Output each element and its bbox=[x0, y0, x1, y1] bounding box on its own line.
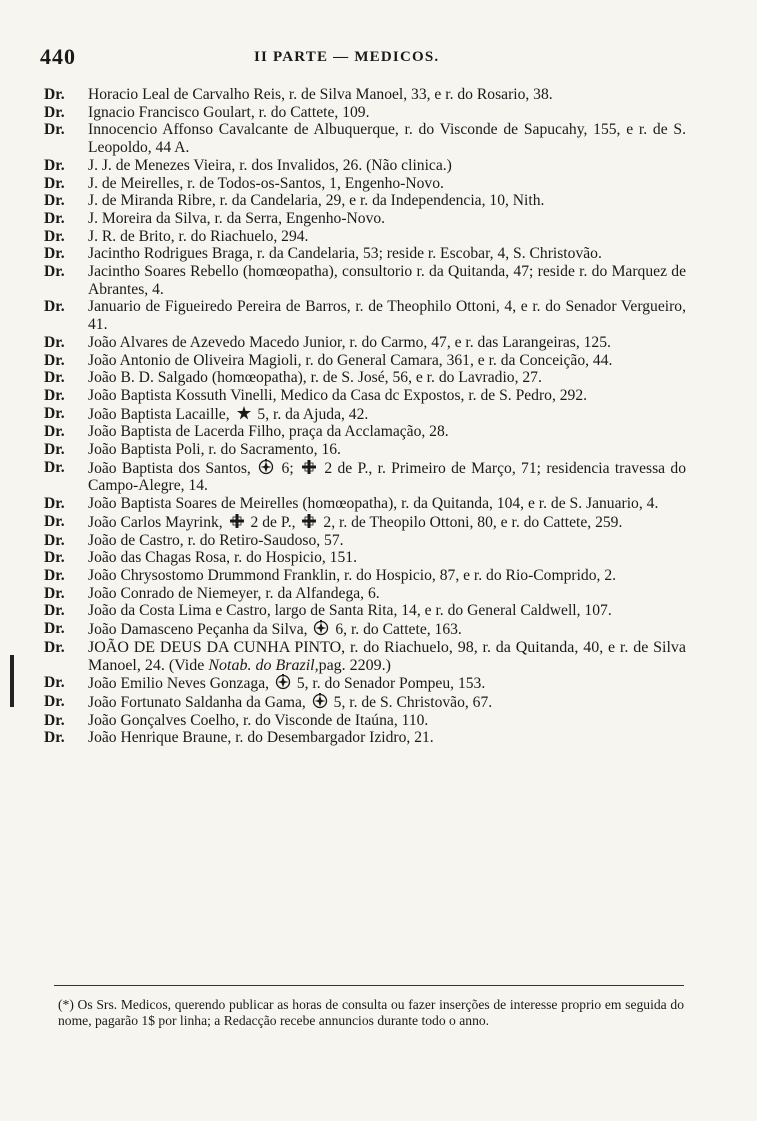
entry-text: João Chrysostomo Drummond Franklin, r. do Hospicio, 87, e r. do Rio-Comprido, 2. bbox=[88, 566, 617, 584]
entry-body bbox=[88, 298, 686, 333]
entry-title: Dr. bbox=[44, 227, 65, 245]
entry-text: João de Castro, r. do Retiro-Saudoso, 57. bbox=[88, 531, 344, 549]
directory-entry bbox=[44, 423, 686, 441]
entry-list bbox=[44, 86, 686, 747]
entry-title: Dr. bbox=[44, 86, 65, 103]
directory-entry bbox=[44, 334, 686, 352]
entry-title: Dr. bbox=[44, 351, 65, 369]
entry-address: 2, r. de Theopilo Ottoni, 80, e r. do Cattete, 259. bbox=[323, 513, 623, 531]
entry-address: 6, r. do Cattete, 163. bbox=[335, 621, 462, 639]
rose-order-icon bbox=[312, 693, 328, 709]
entry-text: João Antonio de Oliveira Magioli, r. do General Camara, 361, e r. da Conceição, 44. bbox=[88, 351, 613, 369]
entry-body bbox=[88, 210, 686, 228]
entry-text: Jacintho Soares Rebello (homœopatha), consultorio r. da Quitanda, 47; reside r. do Marquez de Abrantes, 4. bbox=[88, 263, 686, 298]
entry-body bbox=[88, 602, 686, 620]
entry-decoration: 2 de P., bbox=[250, 513, 296, 531]
entry-title: Dr. bbox=[44, 245, 65, 263]
entry-body bbox=[88, 585, 686, 603]
cross-order-icon bbox=[229, 513, 245, 529]
entry-text: João B. D. Salgado (homœopatha), r. de S. José, 56, e r. do Lavradio, 27. bbox=[88, 369, 542, 387]
entry-body bbox=[88, 549, 686, 567]
directory-entry bbox=[44, 86, 686, 104]
directory-entry bbox=[44, 674, 686, 693]
entry-title: Dr. bbox=[44, 638, 65, 656]
directory-entry bbox=[44, 245, 686, 263]
directory-entry bbox=[44, 104, 686, 122]
entry-body bbox=[88, 423, 686, 441]
entry-address: 5, r. do Senador Pompeu, 153. bbox=[296, 675, 486, 693]
entry-body bbox=[88, 513, 686, 532]
entry-text: João das Chagas Rosa, r. do Hospicio, 151. bbox=[88, 549, 357, 567]
entry-decoration: 6; bbox=[281, 459, 294, 477]
entry-title: Dr. bbox=[44, 404, 65, 422]
entry-title: Dr. bbox=[44, 423, 65, 441]
entry-text: Januario de Figueiredo Pereira de Barros, r. de Theophilo Ottoni, 4, e r. do Senador Vergueiro, 41. bbox=[88, 298, 686, 334]
entry-body bbox=[88, 620, 686, 639]
directory-entry bbox=[44, 495, 686, 513]
entry-body bbox=[88, 104, 686, 122]
entry-name: João Fortunato Saldanha da Gama, bbox=[88, 693, 306, 711]
directory-entry bbox=[44, 549, 686, 567]
entry-text: Horacio Leal de Carvalho Reis, r. de Silva Manoel, 33, e r. do Rosario, 38. bbox=[88, 86, 553, 103]
star-icon bbox=[236, 405, 252, 421]
rose-order-icon bbox=[313, 620, 329, 636]
entry-body bbox=[88, 729, 686, 747]
entry-title: Dr. bbox=[44, 692, 65, 710]
entry-body bbox=[88, 192, 686, 210]
entry-text: Innocencio Affonso Cavalcante de Albuquerque, r. do Visconde de Sapucahy, 155, e r. de S. Leopoldo, 44 A. bbox=[88, 121, 686, 157]
rose-order-icon bbox=[258, 459, 274, 475]
entry-title: Dr. bbox=[44, 549, 65, 567]
entry-text: J. de Miranda Ribre, r. da Candelaria, 29, e r. da Independencia, 10, Nith. bbox=[88, 192, 545, 210]
entry-text: Jacintho Rodrigues Braga, r. da Candelaria, 53; reside r. Escobar, 4, S. Christovão. bbox=[88, 245, 602, 263]
entry-body bbox=[88, 441, 686, 459]
entry-name: João Carlos Mayrink, bbox=[88, 513, 223, 531]
entry-title: Dr. bbox=[44, 156, 65, 174]
entry-text: João Baptista de Lacerda Filho, praça da Acclamação, 28. bbox=[88, 423, 449, 441]
entry-title: Dr. bbox=[44, 441, 65, 459]
entry-title: Dr. bbox=[44, 620, 65, 638]
directory-entry bbox=[44, 585, 686, 603]
rose-order-icon bbox=[275, 674, 291, 690]
entry-body bbox=[88, 495, 686, 513]
page-header bbox=[40, 44, 680, 74]
directory-entry bbox=[44, 210, 686, 228]
entry-title: Dr. bbox=[44, 584, 65, 602]
footnote: (*) Os Srs. Medicos, querendo publicar as horas de consulta ou fazer inserções de interesse proprio em seguida do nome, pagarão 1$ por linha; a Redacção recebe annuncios durante todo o anno. bbox=[58, 997, 684, 1028]
entry-body bbox=[88, 712, 686, 730]
directory-entry bbox=[44, 513, 686, 532]
entry-text: J. de Meirelles, r. de Todos-os-Santos, 1, Engenho-Novo. bbox=[88, 174, 444, 192]
entry-title: Dr. bbox=[44, 121, 65, 139]
directory-entry bbox=[44, 192, 686, 210]
directory-entry bbox=[44, 369, 686, 387]
entry-title: Dr. bbox=[44, 711, 65, 729]
entry-title: Dr. bbox=[44, 209, 65, 227]
entry-address: 5, r. da Ajuda, 42. bbox=[257, 405, 369, 423]
entry-body bbox=[88, 387, 686, 405]
entry-page-ref: pag. 2209.) bbox=[318, 656, 392, 674]
entry-body bbox=[88, 263, 686, 298]
entry-title: Dr. bbox=[44, 729, 65, 747]
entry-title: Dr. bbox=[44, 174, 65, 192]
entry-title: Dr. bbox=[44, 458, 65, 476]
entry-text: J. R. de Brito, r. do Riachuelo, 294. bbox=[88, 227, 309, 245]
entry-body bbox=[88, 352, 686, 370]
directory-entry bbox=[44, 620, 686, 639]
directory-entry bbox=[44, 263, 686, 298]
entry-body bbox=[88, 245, 686, 263]
directory-entry bbox=[44, 441, 686, 459]
entry-text: r. do Riachuelo, 98, r. da Quitanda, 40, e r. de Silva Manoel, 24. (Vide bbox=[88, 638, 687, 674]
entry-body bbox=[88, 405, 686, 424]
entry-body bbox=[88, 693, 686, 712]
entry-name: João Baptista dos Santos, bbox=[88, 459, 251, 477]
entry-text: J. Moreira da Silva, r. da Serra, Engenho-Novo. bbox=[88, 209, 386, 227]
entry-title: Dr. bbox=[44, 531, 65, 549]
directory-entry bbox=[44, 459, 686, 495]
entry-title: Dr. bbox=[44, 192, 65, 210]
directory-entry bbox=[44, 729, 686, 747]
directory-entry bbox=[44, 567, 686, 585]
directory-entry bbox=[44, 175, 686, 193]
running-head: II PARTE — MEDICOS. bbox=[254, 49, 440, 65]
footnote-rule bbox=[54, 985, 684, 986]
entry-name: João Baptista Lacaille, bbox=[88, 405, 230, 423]
entry-body bbox=[88, 157, 686, 175]
cross-order-icon bbox=[301, 513, 317, 529]
entry-body bbox=[88, 567, 686, 585]
directory-entry bbox=[44, 228, 686, 246]
entry-address: 5, r. de S. Christovão, 67. bbox=[333, 693, 493, 711]
entry-reference: Notab. do Brazil, bbox=[208, 656, 319, 674]
entry-title: Dr. bbox=[44, 566, 65, 584]
entry-name: João Emilio Neves Gonzaga, bbox=[88, 675, 270, 693]
entry-body bbox=[88, 228, 686, 246]
entry-text: Ignacio Francisco Goulart, r. do Cattete, 109. bbox=[88, 103, 370, 121]
directory-entry bbox=[44, 157, 686, 175]
entry-body bbox=[88, 369, 686, 387]
page-number: 440 bbox=[40, 44, 76, 69]
entry-text: João Conrado de Niemeyer, r. da Alfandega, 6. bbox=[88, 584, 380, 602]
entry-name-caps: JOÃO DE DEUS DA CUNHA PINTO, bbox=[88, 638, 346, 656]
entry-body bbox=[88, 86, 686, 104]
cross-order-icon bbox=[301, 459, 317, 475]
directory-entry bbox=[44, 298, 686, 333]
entry-title: Dr. bbox=[44, 386, 65, 404]
directory-entry bbox=[44, 352, 686, 370]
entry-body bbox=[88, 532, 686, 550]
entry-body bbox=[88, 639, 686, 674]
entry-title: Dr. bbox=[44, 263, 65, 281]
entry-text: João Baptista Poli, r. do Sacramento, 16. bbox=[88, 441, 341, 459]
directory-entry bbox=[44, 121, 686, 156]
entry-text: João Henrique Braune, r. do Desembargador Izidro, 21. bbox=[88, 729, 434, 747]
directory-entry bbox=[44, 602, 686, 620]
entry-name: João Damasceno Peçanha da Silva, bbox=[88, 621, 308, 639]
directory-entry bbox=[44, 532, 686, 550]
entry-title: Dr. bbox=[44, 495, 65, 513]
directory-entry bbox=[44, 693, 686, 712]
directory-entry bbox=[44, 712, 686, 730]
entry-title: Dr. bbox=[44, 369, 65, 387]
entry-address: 2 de P., r. Primeiro de Março, 71; residencia travessa do Campo-Alegre, 14. bbox=[88, 459, 687, 495]
entry-body bbox=[88, 121, 686, 156]
entry-text: João Gonçalves Coelho, r. do Visconde de Itaúna, 110. bbox=[88, 711, 429, 729]
entry-title: Dr. bbox=[44, 512, 65, 530]
directory-entry bbox=[44, 405, 686, 424]
entry-title: Dr. bbox=[44, 333, 65, 351]
entry-title: Dr. bbox=[44, 298, 65, 316]
entry-body bbox=[88, 674, 686, 693]
entry-title: Dr. bbox=[44, 103, 65, 121]
directory-entry bbox=[44, 387, 686, 405]
entry-body bbox=[88, 334, 686, 352]
entry-title: Dr. bbox=[44, 674, 65, 692]
entry-text: João da Costa Lima e Castro, largo de Santa Rita, 14, e r. do General Caldwell, 107. bbox=[88, 602, 612, 620]
entry-text: J. J. de Menezes Vieira, r. dos Invalidos, 26. (Não clinica.) bbox=[88, 156, 452, 174]
entry-text: João Alvares de Azevedo Macedo Junior, r. do Carmo, 47, e r. das Larangeiras, 125. bbox=[88, 333, 611, 351]
entry-text: João Baptista Kossuth Vinelli, Medico da Casa dc Expostos, r. de S. Pedro, 292. bbox=[88, 386, 588, 404]
entry-body bbox=[88, 175, 686, 193]
margin-mark bbox=[10, 655, 14, 707]
entry-text: João Baptista Soares de Meirelles (homœopatha), r. da Quitanda, 104, e r. de S. Januario, 4. bbox=[88, 495, 659, 513]
directory-entry bbox=[44, 639, 686, 674]
entry-body bbox=[88, 459, 686, 495]
entry-title: Dr. bbox=[44, 602, 65, 620]
